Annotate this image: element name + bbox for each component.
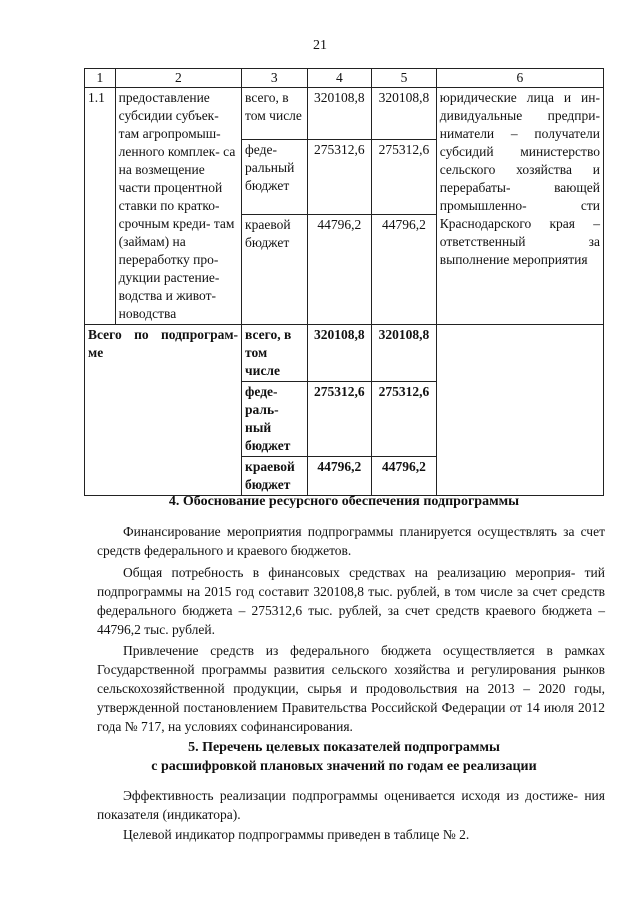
measure-description: предоставление субсидии субъек- там агропромыш- ленного комплек- са на возмещение части процентной ставки по кратко- срочным креди- там (займам) на переработку про- дукции растение- водства и живот- новодства — [115, 88, 241, 325]
total-total-value: 44796,2 — [372, 457, 437, 496]
total-total-value: 320108,8 — [372, 325, 437, 382]
budget-total-value: 44796,2 — [372, 215, 437, 325]
budget-2015-value: 44796,2 — [307, 215, 372, 325]
section-4-title: 4. Обоснование ресурсного обеспечения подпрограммы — [168, 494, 520, 509]
total-label: Всего по подпрограм- ме — [85, 325, 242, 496]
header-cell-4: 4 — [307, 69, 372, 88]
budget-source: краевой бюджет — [242, 215, 308, 325]
section-4-paragraph: Финансирование мероприятия подпрограммы планируется осуществлять за счет средств федерального и краевого бюджетов. — [97, 524, 605, 558]
total-total-value: 275312,6 — [372, 382, 437, 457]
budget-source: феде- ральный бюджет — [242, 139, 308, 214]
header-cell-3: 3 — [242, 69, 308, 88]
budget-2015-value: 320108,8 — [307, 88, 372, 140]
section-5-title-line-2: с расшифровкой плановых значений по годам ее реализации — [151, 759, 537, 774]
section-4-paragraph: Общая потребность в финансовых средствах на реализацию мероприя- тий подпрограммы на 2015 год составит 320108,8 тыс. рублей, в том числе за счет средств федерального бюджета – 275312,6 тыс. рублей, за счет средств краевого бюджета – 44796,2 тыс. рублей. — [97, 565, 605, 637]
header-cell-6: 6 — [436, 69, 603, 88]
executors: юридические лица и ин- дивидуальные предпри- ниматели – получатели субсидий министерство сельского хозяйства и перерабаты- вающей промышленно- сти Краснодарского края – ответственный за выполнение мероприятия — [436, 88, 603, 325]
budget-total-value: 275312,6 — [372, 139, 437, 214]
section-5-title-line-1: 5. Перечень целевых показателей подпрограммы — [188, 740, 500, 755]
funding-table — [84, 68, 604, 496]
total-2015-value: 320108,8 — [307, 325, 372, 382]
table-row — [85, 88, 604, 140]
section-5-paragraph: Целевой индикатор подпрограммы приведен в таблице № 2. — [123, 827, 470, 842]
total-2015-value: 275312,6 — [307, 382, 372, 457]
budget-total-value: 320108,8 — [372, 88, 437, 140]
header-cell-5: 5 — [372, 69, 437, 88]
table-header-row — [85, 69, 604, 88]
total-budget-source: феде- раль- ный бюджет — [242, 382, 308, 457]
header-cell-1: 1 — [85, 69, 116, 88]
total-row — [85, 325, 604, 382]
budget-2015-value: 275312,6 — [307, 139, 372, 214]
total-executors-empty — [436, 325, 603, 496]
total-budget-source: всего, в том числе — [242, 325, 308, 382]
section-4-paragraph: Привлечение средств из федерального бюджета осуществляется в рамках Государственной программы развития сельского хозяйства и регулирования рынков сельскохозяйственной продукции, сырья и продовольствия на 2013 – 2020 годы, утвержденной постановлением Правительства Российской Федерации от 14 июля 2012 года № 717, на условиях софинансирования. — [97, 643, 605, 734]
budget-source: всего, в том числе — [242, 88, 308, 140]
total-2015-value: 44796,2 — [307, 457, 372, 496]
row-number: 1.1 — [85, 88, 116, 325]
total-budget-source: краевой бюджет — [242, 457, 308, 496]
page-number: 21 — [313, 38, 327, 53]
header-cell-2: 2 — [115, 69, 241, 88]
section-5-paragraph: Эффективность реализации подпрограммы оценивается исходя из достиже- ния показателя (индикатора). — [97, 788, 605, 822]
